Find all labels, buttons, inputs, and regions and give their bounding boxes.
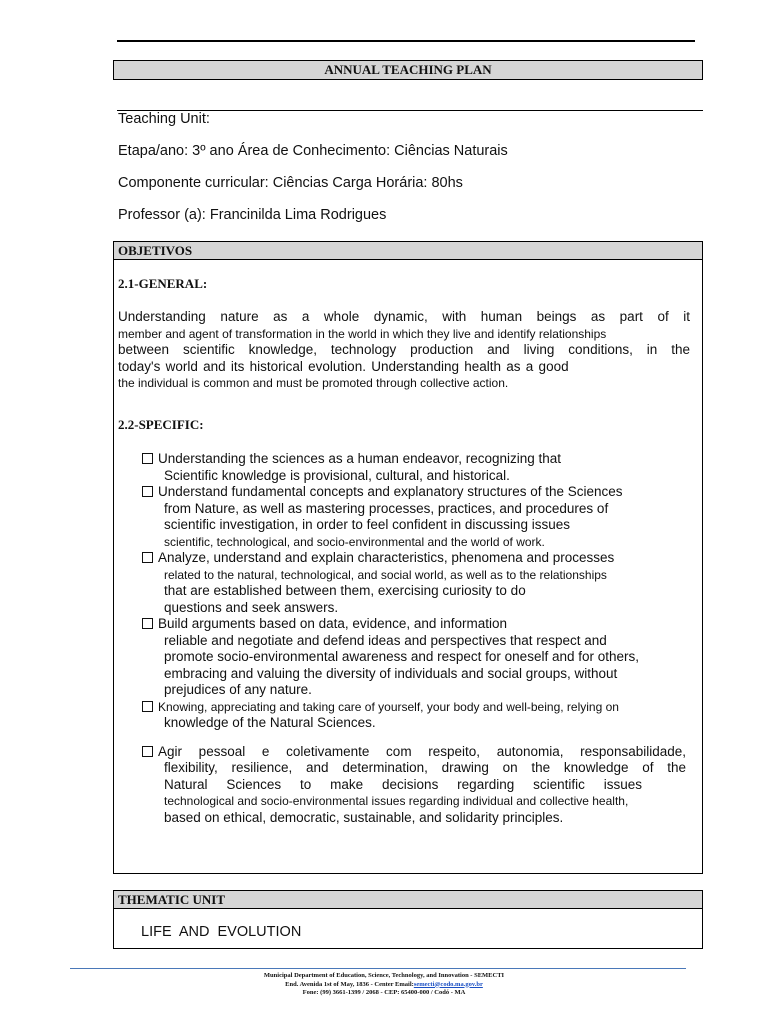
checkbox-bullet-icon	[142, 618, 153, 629]
componente-line: Componente curricular: Ciências Carga Horária: 80hs	[118, 175, 463, 191]
checkbox-bullet-icon	[142, 486, 153, 497]
checkbox-bullet-icon	[142, 453, 153, 464]
document-title: ANNUAL TEACHING PLAN	[113, 60, 703, 80]
specific-item: Analyze, understand and explain characteristics, phenomena and processes related to the natural, technological, and social world, as well as to the relationships that are established between them, exercising curiosity to do questions and seek answers.	[142, 550, 702, 616]
general-line: between scientific knowledge, technology production and living conditions, in the	[118, 342, 690, 357]
etapa-line: Etapa/ano: 3º ano Área de Conhecimento: Ciências Naturais	[118, 143, 508, 159]
specific-item: Understand fundamental concepts and explanatory structures of the Sciences from Nature, as well as mastering processes, practices, and procedures of scientific investigation, in order to feel confident in discussing issues scientific, technological, and socio-environmental and the world of work.	[142, 484, 702, 550]
checkbox-bullet-icon	[142, 552, 153, 563]
general-line: today's world and its historical evolution. Understanding health as a good	[118, 358, 569, 374]
objectives-box	[113, 241, 703, 874]
general-line: the individual is common and must be promoted through collective action.	[118, 376, 509, 390]
footer-line-1: Municipal Department of Education, Science, Technology, and Innovation - SEMECTI	[263, 972, 505, 979]
footer-line-3: Fone: (99) 3661-1399 / 2068 - CEP: 65400-000 / Codó - MA	[302, 989, 466, 996]
general-line: Understanding nature as a whole dynamic, with human beings as part of it	[118, 309, 690, 324]
specific-item: Knowing, appreciating and taking care of yourself, your body and well-being, relying on knowledge of the Natural Sciences.	[142, 699, 702, 732]
checkbox-bullet-icon	[142, 701, 153, 712]
specific-item: Build arguments based on data, evidence, and information reliable and negotiate and defend ideas and perspectives that respect and promote socio-environmental awareness and respect for oneself and for others, embracing and valuing the diversity of individuals and social groups, without prejudices of any nature.	[142, 616, 702, 699]
thematic-value: LIFE AND EVOLUTION	[141, 924, 302, 940]
specific-item: Understanding the sciences as a human endeavor, recognizing that Scientific knowledge is provisional, cultural, and historical.	[142, 451, 702, 484]
teaching-unit-label: Teaching Unit:	[118, 111, 210, 127]
professor-line: Professor (a): Francinilda Lima Rodrigues	[118, 207, 387, 223]
general-paragraph	[118, 309, 690, 392]
objectives-header: OBJETIVOS	[114, 242, 702, 260]
footer-rule	[70, 968, 686, 969]
thematic-box	[113, 890, 703, 949]
specific-list	[142, 451, 702, 826]
specific-item: Agir pessoal e coletivamente com respeito, autonomia, responsabilidade, flexibility, resilience, and determination, drawing on the knowledge of the Natural Sciences to make decisions regarding scientific issues technological and socio-environmental issues regarding individual and collective health, based on ethical, democratic, sustainable, and solidarity principles.	[142, 744, 702, 827]
top-rule	[117, 40, 695, 42]
checkbox-bullet-icon	[142, 746, 153, 757]
general-title: 2.1-GENERAL:	[118, 276, 208, 291]
thematic-header: THEMATIC UNIT	[114, 891, 702, 909]
footer-line-2: End. Avenida 1st of May, 1836 - Center Email:semecti@codo.ma.gov.br	[285, 980, 483, 988]
general-line: member and agent of transformation in the world in which they live and identify relationships	[118, 326, 607, 341]
footer-email-link[interactable]: semecti@codo.ma.gov.br	[413, 980, 483, 988]
specific-title: 2.2-SPECIFIC:	[118, 417, 204, 432]
